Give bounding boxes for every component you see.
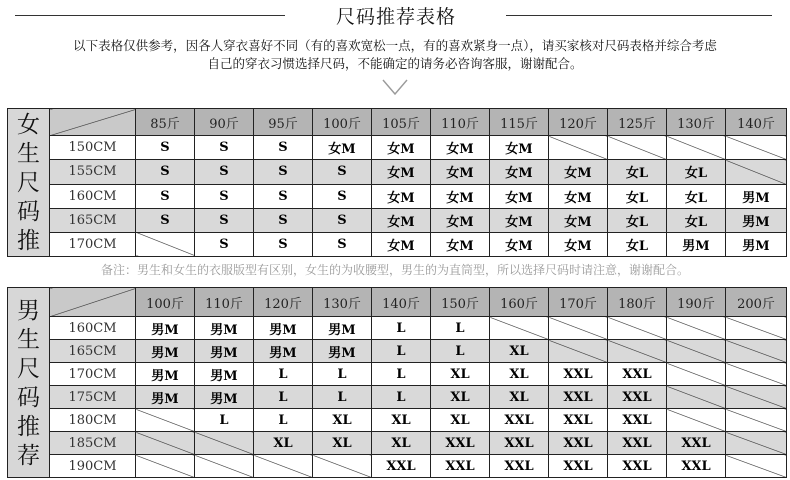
men-empty-cell	[608, 317, 667, 340]
women-weight-header: 100斤	[313, 109, 372, 136]
women-label-char: 生	[17, 141, 40, 167]
women-table-row	[8, 208, 787, 232]
men-empty-cell	[136, 409, 195, 432]
men-table-row	[8, 340, 787, 363]
men-size-cell: XL	[254, 432, 313, 455]
men-weight-header: 190斤	[667, 288, 726, 317]
men-size-table	[7, 287, 787, 478]
women-size-cell: S	[254, 160, 313, 184]
men-size-cell: XL	[431, 363, 490, 386]
women-weight-header: 115斤	[490, 109, 549, 136]
women-size-table	[7, 108, 787, 257]
women-header-row	[8, 109, 787, 136]
women-height-cell: 155CM	[50, 160, 136, 184]
men-table-row	[8, 363, 787, 386]
women-size-cell: 女M	[313, 136, 372, 160]
men-size-cell: XXL	[431, 455, 490, 478]
men-label-char: 生	[17, 326, 40, 353]
women-size-cell: 女L	[608, 232, 667, 256]
men-weight-header: 120斤	[254, 288, 313, 317]
men-weight-header: 180斤	[608, 288, 667, 317]
men-label-char: 码	[17, 384, 40, 411]
men-size-cell: XL	[313, 409, 372, 432]
women-weight-header: 105斤	[372, 109, 431, 136]
men-size-cell: XXL	[608, 386, 667, 409]
women-size-cell: 男M	[726, 184, 787, 208]
men-size-cell: 男M	[195, 340, 254, 363]
intro-line-1: 以下表格仅供参考，因各人穿衣喜好不同（有的喜欢宽松一点，有的喜欢紧身一点），请买家核对尺码表格并综合考虑	[73, 38, 717, 53]
women-weight-header: 125斤	[608, 109, 667, 136]
women-height-cell: 170CM	[50, 232, 136, 256]
women-size-cell: S	[136, 160, 195, 184]
men-size-cell: XXL	[608, 409, 667, 432]
women-corner-cell	[50, 109, 136, 136]
men-size-cell: XL	[372, 432, 431, 455]
men-empty-cell	[549, 317, 608, 340]
women-size-cell: S	[313, 232, 372, 256]
women-size-cell: S	[254, 232, 313, 256]
women-weight-header: 90斤	[195, 109, 254, 136]
women-size-cell: 男M	[726, 232, 787, 256]
men-size-cell: 男M	[136, 386, 195, 409]
men-size-cell: 男M	[195, 386, 254, 409]
men-empty-cell	[726, 363, 787, 386]
women-table-row	[8, 160, 787, 184]
men-size-cell: 男M	[136, 317, 195, 340]
women-weight-header: 140斤	[726, 109, 787, 136]
men-label-char: 尺	[17, 355, 40, 382]
men-label-char: 荐	[17, 442, 40, 469]
women-empty-cell	[549, 136, 608, 160]
men-height-cell: 190CM	[50, 455, 136, 478]
men-size-cell: XL	[431, 409, 490, 432]
men-weight-header: 140斤	[372, 288, 431, 317]
men-empty-cell	[667, 386, 726, 409]
women-size-cell: 女L	[667, 208, 726, 232]
men-size-cell: XXL	[608, 432, 667, 455]
women-size-cell: 女L	[608, 208, 667, 232]
women-size-cell: 女M	[490, 160, 549, 184]
women-size-cell: S	[136, 208, 195, 232]
women-table-row	[8, 232, 787, 256]
women-size-cell: S	[195, 208, 254, 232]
title-row	[0, 0, 790, 30]
women-size-cell: 女M	[372, 232, 431, 256]
women-empty-cell	[726, 160, 787, 184]
women-size-cell: 女M	[372, 136, 431, 160]
men-table-row	[8, 409, 787, 432]
men-weight-header: 110斤	[195, 288, 254, 317]
men-size-cell: XXL	[608, 363, 667, 386]
men-height-cell: 180CM	[50, 409, 136, 432]
women-size-cell: S	[313, 208, 372, 232]
men-height-cell: 165CM	[50, 340, 136, 363]
men-table-row	[8, 455, 787, 478]
women-weight-header: 120斤	[549, 109, 608, 136]
women-size-cell: 女M	[431, 184, 490, 208]
women-size-cell: 女M	[549, 184, 608, 208]
men-empty-cell	[667, 409, 726, 432]
men-size-cell: XL	[372, 409, 431, 432]
women-size-cell: S	[254, 208, 313, 232]
men-table-row	[8, 317, 787, 340]
men-size-cell: XXL	[667, 432, 726, 455]
women-size-cell: 女M	[431, 208, 490, 232]
men-size-cell: 男M	[313, 317, 372, 340]
chevron-down-icon	[380, 76, 410, 98]
women-size-cell: 女M	[431, 232, 490, 256]
men-size-cell: XXL	[549, 455, 608, 478]
men-size-cell: L	[372, 317, 431, 340]
men-size-cell: XXL	[549, 363, 608, 386]
men-empty-cell	[726, 340, 787, 363]
men-empty-cell	[726, 455, 787, 478]
women-weight-header: 130斤	[667, 109, 726, 136]
men-empty-cell	[313, 455, 372, 478]
women-empty-cell	[667, 136, 726, 160]
women-size-cell: 女M	[431, 136, 490, 160]
men-height-cell: 185CM	[50, 432, 136, 455]
men-size-cell: 男M	[195, 317, 254, 340]
men-weight-header: 150斤	[431, 288, 490, 317]
women-weight-header: 95斤	[254, 109, 313, 136]
men-size-cell: 男M	[136, 340, 195, 363]
women-size-cell: 女M	[490, 232, 549, 256]
women-height-cell: 165CM	[50, 208, 136, 232]
men-size-cell: L	[313, 363, 372, 386]
men-size-cell: XXL	[431, 432, 490, 455]
women-size-cell: S	[254, 136, 313, 160]
men-size-cell: L	[195, 409, 254, 432]
women-size-cell: 女L	[608, 160, 667, 184]
men-size-cell: L	[372, 363, 431, 386]
men-size-cell: L	[431, 317, 490, 340]
men-size-cell: 男M	[254, 340, 313, 363]
men-height-cell: 160CM	[50, 317, 136, 340]
women-table-label	[8, 109, 50, 257]
men-empty-cell	[195, 432, 254, 455]
men-empty-cell	[726, 386, 787, 409]
men-size-cell: 男M	[136, 363, 195, 386]
women-size-cell: 女M	[490, 208, 549, 232]
men-size-cell: XXL	[549, 386, 608, 409]
women-size-cell: S	[195, 232, 254, 256]
women-size-cell: S	[195, 136, 254, 160]
women-size-cell: 女M	[372, 184, 431, 208]
men-empty-cell	[490, 317, 549, 340]
women-size-cell: S	[136, 184, 195, 208]
women-label-char: 码	[17, 199, 40, 225]
title-divider-right	[506, 15, 772, 16]
women-size-cell: 女L	[667, 160, 726, 184]
men-size-cell: L	[254, 409, 313, 432]
men-size-cell: XL	[490, 340, 549, 363]
women-table-row	[8, 184, 787, 208]
men-size-cell: L	[313, 386, 372, 409]
men-empty-cell	[136, 432, 195, 455]
men-size-cell: XXL	[608, 455, 667, 478]
footnote: 备注：男生和女生的衣服版型有区别，女生的为收腰型，男生的为直筒型，所以选择尺码时请注意，谢谢配合。	[100, 263, 689, 277]
page-title: 尺码推荐表格	[335, 6, 456, 28]
men-size-cell: XXL	[490, 432, 549, 455]
men-size-cell: XL	[313, 432, 372, 455]
men-size-cell: L	[254, 363, 313, 386]
men-size-cell: XXL	[549, 432, 608, 455]
men-header-row	[8, 288, 787, 317]
men-label-char: 推	[17, 413, 40, 440]
women-label-char: 推	[17, 228, 40, 254]
men-empty-cell	[667, 363, 726, 386]
men-size-cell: XXL	[549, 409, 608, 432]
women-size-cell: 女M	[549, 232, 608, 256]
men-weight-header: 160斤	[490, 288, 549, 317]
men-size-cell: 男M	[313, 340, 372, 363]
men-empty-cell	[726, 432, 787, 455]
women-size-cell: 女M	[372, 208, 431, 232]
men-empty-cell	[549, 340, 608, 363]
women-size-cell: 女L	[608, 184, 667, 208]
men-size-cell: XXL	[490, 455, 549, 478]
men-size-cell: L	[372, 340, 431, 363]
women-empty-cell	[136, 232, 195, 256]
men-size-cell: XL	[490, 386, 549, 409]
men-empty-cell	[136, 455, 195, 478]
title-divider-left	[15, 15, 285, 16]
men-size-cell: XXL	[490, 409, 549, 432]
men-empty-cell	[608, 340, 667, 363]
men-size-cell: 男M	[254, 317, 313, 340]
men-table-label	[8, 288, 50, 478]
women-size-cell: S	[136, 136, 195, 160]
men-table-row	[8, 432, 787, 455]
women-size-cell: S	[313, 160, 372, 184]
women-size-cell: 女M	[549, 208, 608, 232]
men-corner-cell	[50, 288, 136, 317]
women-size-cell: 男M	[726, 208, 787, 232]
women-size-cell: 女M	[431, 160, 490, 184]
women-size-cell: 女M	[490, 184, 549, 208]
women-size-cell: 男M	[667, 232, 726, 256]
women-size-cell: 女M	[372, 160, 431, 184]
men-height-cell: 175CM	[50, 386, 136, 409]
women-weight-header: 110斤	[431, 109, 490, 136]
men-size-cell: L	[372, 386, 431, 409]
men-weight-header: 130斤	[313, 288, 372, 317]
men-size-cell: XL	[431, 386, 490, 409]
men-height-cell: 170CM	[50, 363, 136, 386]
men-size-cell: XXL	[372, 455, 431, 478]
men-size-cell: XXL	[667, 455, 726, 478]
women-table-row	[8, 136, 787, 160]
men-weight-header: 200斤	[726, 288, 787, 317]
women-label-char: 女	[17, 112, 40, 138]
men-size-cell: XL	[490, 363, 549, 386]
women-size-cell: 女M	[490, 136, 549, 160]
men-weight-header: 100斤	[136, 288, 195, 317]
men-empty-cell	[195, 455, 254, 478]
women-size-cell: S	[313, 184, 372, 208]
women-size-cell: 女L	[667, 184, 726, 208]
women-size-cell: S	[195, 184, 254, 208]
men-size-cell: 男M	[195, 363, 254, 386]
women-empty-cell	[608, 136, 667, 160]
intro-line-2: 自己的穿衣习惯选择尺码，不能确定的请务必咨询客服，谢谢配合。	[207, 56, 583, 71]
women-height-cell: 160CM	[50, 184, 136, 208]
women-size-cell: S	[254, 184, 313, 208]
men-empty-cell	[667, 340, 726, 363]
women-empty-cell	[726, 136, 787, 160]
men-label-char: 男	[17, 297, 40, 324]
men-size-cell: L	[431, 340, 490, 363]
women-size-cell: S	[195, 160, 254, 184]
men-weight-header: 170斤	[549, 288, 608, 317]
men-empty-cell	[726, 317, 787, 340]
women-weight-header: 85斤	[136, 109, 195, 136]
men-empty-cell	[667, 317, 726, 340]
men-table-row	[8, 386, 787, 409]
women-height-cell: 150CM	[50, 136, 136, 160]
men-empty-cell	[254, 455, 313, 478]
women-size-cell: 女M	[549, 160, 608, 184]
men-size-cell: L	[254, 386, 313, 409]
women-label-char: 尺	[17, 170, 40, 196]
men-empty-cell	[726, 409, 787, 432]
